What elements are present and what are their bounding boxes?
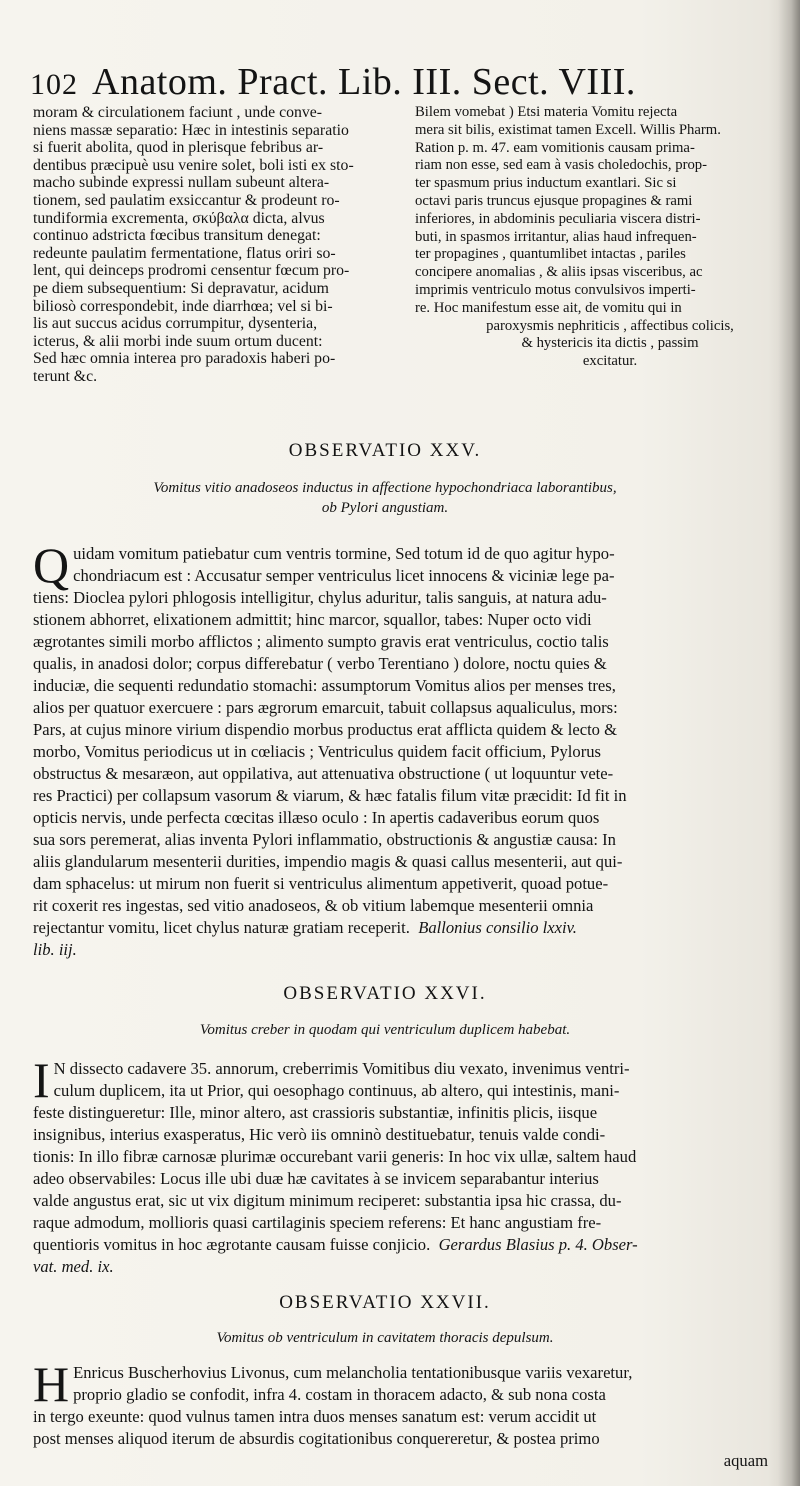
text-line: continuo adstricta fœcibus transitum denegat: xyxy=(33,227,321,245)
text-line: si fuerit abolita, quod in plerisque febribus ar- xyxy=(33,139,324,157)
text-line: Ration p. m. 47. eam vomitionis causam prima- xyxy=(415,139,695,156)
text-line: N dissecto cadavere 35. annorum, creberrimis Vomitibus diu vexato, invenimus ventri- xyxy=(53,1059,630,1078)
text-line: riam non esse, sed eam à vasis choledochis, prop- xyxy=(415,157,708,174)
catchword: aquam xyxy=(723,1451,768,1470)
text-line: terunt &c. xyxy=(33,367,98,385)
text-line: inferiores, in abdominis peculiaria viscera distri- xyxy=(415,210,701,227)
text-line: tionem, sed paulatim exsiccantur & prodeunt ro- xyxy=(33,191,340,209)
observation-26-subtitle xyxy=(0,1020,770,1040)
subtitle-line: Vomitus vitio anadoseos inductus in affectione hypochondriaca laborantibus, xyxy=(153,480,617,496)
text-line: ægrotantes simili morbo afflictos ; alimento sumpto gravis erat ventriculus, coctio talis xyxy=(33,632,609,651)
text-line: lis aut succus acidus corrumpitur, dysenteria, xyxy=(33,315,318,333)
observation-25-body xyxy=(33,537,768,961)
text-line: tiens: Dioclea pylori phlogosis intelligitur, chylus aduritur, talis sanguis, at natura adu- xyxy=(33,588,607,607)
text-line: tundiformia excrementa, σκύβαλα dicta, alvus xyxy=(33,209,325,227)
text-line: octavi paris truncus ejusque propagines & rami xyxy=(415,192,693,209)
text-line: culum duplicem, ita ut Prior, qui oesophago continuus, ab altero, qui intestinis, mani- xyxy=(53,1081,620,1100)
observation-26-title: OBSERVATIO XXVI. xyxy=(283,983,487,1004)
text-line: mera sit bilis, existimat tamen Excell. Willis Pharm. xyxy=(415,121,721,138)
text-line: raque admodum, mollioris quasi cartilaginis speciem referens: Et hanc angustiam fre- xyxy=(33,1213,602,1232)
text-line: obstructus & mesaræon, aut oppilativa, aut attenuativa obstructione ( ut loquuntur vete- xyxy=(33,764,614,783)
text-line: res Practici) per collapsum vasorum & viarum, & hæc fatalis filum vitæ præcidit: Id fit in xyxy=(33,786,627,805)
text-line: lent, qui deinceps prodromi censentur fœcum pro- xyxy=(33,262,350,280)
subtitle-line: ob Pylori angustiam. xyxy=(321,500,449,516)
text-line: dam sphacelus: ut mirum non fuerit si ventriculus alimentum appetiverit, quoad potue- xyxy=(33,874,609,893)
observation-27-body xyxy=(33,1356,768,1472)
subtitle-line: Vomitus ob ventriculum in cavitatem thoracis depulsum. xyxy=(216,1330,554,1346)
drop-cap: Q xyxy=(33,537,70,593)
subtitle-line: Vomitus creber in quodam qui ventriculum duplicem habebat. xyxy=(199,1022,571,1038)
running-title: Anatom. Pract. Lib. III. Sect. VIII. xyxy=(92,61,636,103)
text-line: sua sors peremerat, alias inventa Pylori inflammatio, obstructionis & angustiæ causa: In xyxy=(33,830,616,849)
text-line: valde angustus erat, sic ut vix digitum minimum reciperet: substantia ipsa hic crassa, du- xyxy=(33,1191,622,1210)
text-line: biliosò correspondebit, inde diarrhœa; vel si bi- xyxy=(33,297,333,315)
text-line: Pars, at cujus minore virium dispendio morbus productus erat afflicta quidem & lecto & xyxy=(33,720,618,739)
text-line: uidam vomitum patiebatur cum ventris tormine, Sed totum id de quo agitur hypo- xyxy=(73,544,615,563)
page-number: 102 xyxy=(30,68,78,101)
text-line: Bilem vomebat ) Etsi materia Vomitu rejecta xyxy=(415,104,678,120)
citation: Ballonius consilio lxxiv. xyxy=(418,918,577,937)
text-line: morbo, Vomitus periodicus ut in cœliacis ; Ventriculus quidem facit officium, Pylorus xyxy=(33,742,601,761)
text-line: redeunte paulatim fermentatione, flatus oriri so- xyxy=(33,244,336,262)
text-line: in tergo exeunte: quod vulnus tamen intra duos menses sanatum est: verum accidit ut xyxy=(33,1407,597,1426)
text-line: post menses aliquod iterum de absurdis cogitationibus conquereretur, & postea primo xyxy=(33,1429,600,1448)
text-line: excitatur. xyxy=(582,353,638,370)
text-line: ter spasmum prius inductum exantlari. Sic si xyxy=(415,175,677,192)
text-line: feste distingueretur: Ille, minor altero, ast crassioris substantiæ, infinitis plicis, iisque xyxy=(33,1103,598,1122)
observation-27-title: OBSERVATIO XXVII. xyxy=(279,1292,491,1313)
text-line-content: rejectantur vomitu, licet chylus naturæ gratiam receperit. xyxy=(33,918,410,937)
citation: Gerardus Blasius p. 4. Obser- xyxy=(438,1235,638,1254)
text-line: buti, in spasmos irritantur, alias haud infrequen- xyxy=(415,228,697,245)
text-line: niens massæ separatio: Hæc in intestinis separatio xyxy=(33,121,349,139)
running-header xyxy=(30,60,730,110)
text-line: alios per quatuor exercuere : pars ægrorum emarcuit, tabuit collapsus aqualiculus, mors: xyxy=(33,698,618,717)
left-column xyxy=(33,104,405,386)
text-line: chondriacum est : Accusatur semper ventriculus licet innocens & viciniæ lege pa- xyxy=(73,566,615,585)
text-line: pe diem subsequentium: Si depravatur, acidum xyxy=(33,279,329,297)
citation-continued: lib. iij. xyxy=(33,940,77,959)
continuation-columns xyxy=(33,104,773,414)
citation-continued: vat. med. ix. xyxy=(33,1257,114,1276)
text-line: paroxysmis nephriticis , affectibus colicis, xyxy=(486,317,734,334)
text-line: aliis glandularum mesenterii durities, impendio magis & quasi callus mesenterii, aut qui- xyxy=(33,852,623,871)
text-line xyxy=(33,1234,768,1256)
text-line: rit coxerit res ingestas, sed vitio anadoseos, & ob vitium labemque mesenterii omnia xyxy=(33,896,594,915)
text-line: Enricus Buscherhovius Livonus, cum melancholia tentationibusque variis vexaretur, xyxy=(73,1363,633,1382)
text-line: tionis: In illo fibræ carnosæ plurimæ occurebant varii generis: In hoc vix ullæ, saltem haud xyxy=(33,1147,637,1166)
text-line: macho subinde expressi nullam subeunt altera- xyxy=(33,174,330,192)
text-line: induciæ, die sequenti redundatio stomachi: assumptorum Vomitus alios per menses tres, xyxy=(33,676,616,695)
text-line: adeo observabiles: Locus ille ubi duæ hæ cavitates à se invicem separabantur interius xyxy=(33,1169,599,1188)
text-line: Sed hæc omnia interea pro paradoxis haberi po- xyxy=(33,350,336,368)
text-line: & hystericis ita dictis , passim xyxy=(521,335,699,352)
text-line: dentibus præcipuè usu venire solet, boli isti ex sto- xyxy=(33,156,354,174)
observation-25-subtitle xyxy=(0,478,770,518)
text-line: re. Hoc manifestum esse ait, de vomitu qui in xyxy=(415,299,682,316)
drop-cap: H xyxy=(33,1356,70,1412)
text-line: icterus, & alii morbi inde suum ortum ducent: xyxy=(33,332,323,350)
observation-25-title: OBSERVATIO XXV. xyxy=(288,440,482,461)
text-line: stionem abhorret, elixationem admittit; hinc marcor, squallor, tabes: Nuper octo vidi xyxy=(33,610,592,629)
text-line: opticis nervis, unde perfecta cœcitas illæso oculo : In apertis cadaveribus eorum quos xyxy=(33,808,600,827)
text-line: ter propagines , quantumlibet intactas , pariles xyxy=(415,246,686,263)
text-line: imprimis ventriculo motus convulsivos imperti- xyxy=(415,281,696,298)
text-line: qualis, in anadosi dolor; corpus differebatur ( verbo Terentiano ) dolore, noctu quies & xyxy=(33,654,607,673)
text-line: proprio gladio se confodit, infra 4. costam in thoracem adacto, & sub nona costa xyxy=(73,1385,606,1404)
drop-cap: I xyxy=(33,1052,50,1108)
text-line: moram & circulationem faciunt , unde conve- xyxy=(33,104,323,121)
text-line-content: quentioris vomitus in hoc ægrotante causam fuisse conjicio. xyxy=(33,1235,431,1254)
right-column xyxy=(415,104,800,371)
text-line: concipere anomalias , & aliis ipsas visceribus, ac xyxy=(415,264,703,281)
text-line xyxy=(33,917,768,939)
text-line: insignibus, interius exasperatus, Hic verò iis omninò destituebatur, tenuis valde condi- xyxy=(33,1125,606,1144)
observation-26-body xyxy=(33,1052,768,1278)
observation-27-subtitle xyxy=(0,1328,770,1348)
